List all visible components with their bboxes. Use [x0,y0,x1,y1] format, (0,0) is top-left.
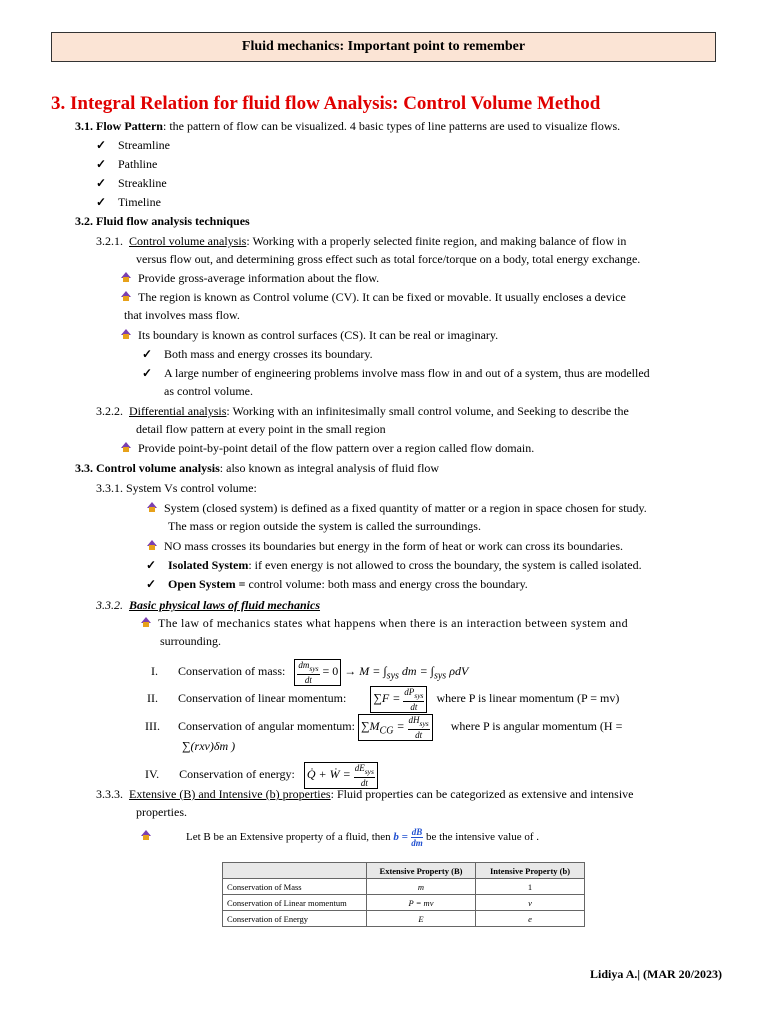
law-label: Conservation of energy: [179,767,295,782]
bullet-text: NO mass crosses its boundaries but energy in the form of heat or work can cross its boundaries. [164,539,624,553]
law-roman: II. [147,691,158,706]
check-icon: ✓ [96,138,107,152]
s31-item-text: Streakline [118,176,167,190]
bullet-b5-cont: The mass or region outside the system is called the surroundings. [168,519,481,533]
s331-line: 3.3.1. System Vs control volume: [96,481,257,495]
check-text: A large number of engineering problems involve mass flow in and out of a system, thus are modelled [164,366,650,380]
check-icon: ✓ [142,347,153,361]
check-icon: ✓ [96,195,107,209]
law1-tail: → $M = \int_{sys}$ dm = $\int_{sys}$ ρdV [344,664,469,682]
s333-line2: properties. [136,805,187,819]
properties-table [222,862,585,927]
arrow-bullet-icon [140,616,154,628]
header-banner [51,32,716,62]
s321-text: : Working with a properly selected finite region, and making balance of flow in [246,234,627,248]
header-title: Fluid mechanics: Important point to remember [241,39,526,54]
check-text: control volume: both mass and energy cross the boundary. [245,577,528,591]
law-roman: IV. [145,767,160,782]
bullet-text: Its boundary is known as control surfaces (CS). It can be real or imaginary. [138,328,499,342]
s33-label: Control volume analysis [96,461,220,475]
law3-formula-box: $\sum M_{CG}$ = $\frac{dH_{sys}}{dt}$ [358,714,433,741]
bullet-text-post: be the intensive value of . [425,831,539,844]
bullet-b3 [120,327,498,344]
check-label: Isolated System [168,558,249,572]
check-icon: ✓ [96,157,107,171]
arrow-bullet-icon [120,441,134,453]
s322-label: Differential analysis [129,404,227,418]
s321-line2: versus flow out, and determining gross effect such as total force/torque on a body, total energy exchange. [136,252,641,266]
s321-label: Control volume analysis [129,234,247,248]
law-3 [145,714,622,741]
table-cell: P = mv [367,895,476,911]
s32-heading: 3.2. Fluid flow analysis techniques [75,214,250,228]
bullet-b8 [140,827,539,848]
s333-num: 3.3.3. [96,787,123,801]
bullet-b4 [120,440,534,457]
check-c2-cont: as control volume. [164,384,253,398]
table-row [223,895,585,911]
table-row [223,879,585,895]
table-header [223,863,367,879]
s31-item [96,137,170,154]
s31-text: : the pattern of flow can be visualized. 4 basic types of line patterns are used to visualize flows. [162,119,621,133]
law1-formula-box: $\frac{dm_{sys}}{dt}$ = 0 [294,659,341,686]
table-header-row [223,863,585,879]
bullet-text: The law of mechanics states what happens when there is an interaction between system and [158,616,628,630]
law1-tail-text: → M = ∫ [344,664,387,679]
s31-num: 3.1. [75,119,93,133]
s332-label: Basic physical laws of fluid mechanics [129,598,321,612]
check-text: Both mass and energy crosses its boundary. [164,347,373,361]
law-roman: III. [145,719,160,734]
s333-text: : Fluid properties can be categorized as extensive and intensive [330,787,634,801]
arrow-bullet-icon [120,328,134,340]
bullet-text: The region is known as Control volume (CV). It can be fixed or movable. It usually encloses a device [138,290,626,304]
bullet-b2 [120,289,626,306]
table-row [223,911,585,927]
bullet-text: System (closed system) is defined as a fixed quantity of matter or a region in space chosen for study. [164,501,647,515]
arrow-bullet-icon [146,501,160,513]
s33-num: 3.3. [75,461,93,475]
s322-text: : Working with an infinitesimally small control volume, and Seeking to describe the [226,404,629,418]
s333-line [96,786,634,803]
bullet-b1 [120,270,379,287]
table-cell: Conservation of Energy [223,911,367,927]
bullet-b7 [140,615,628,632]
s322-line [96,403,629,420]
table-cell: Conservation of Linear momentum [223,895,367,911]
bullet-text: Provide gross-average information about the flow. [138,271,380,285]
law-label: Conservation of mass: [178,664,286,679]
table-cell: Conservation of Mass [223,879,367,895]
s333-label: Extensive (B) and Intensive (b) properties [129,787,331,801]
s322-line2: detail flow pattern at every point in the small region [136,422,386,436]
law4-formula-box: Q̇ + Ẇ = $\frac{dE_{sys}}{dt}$ [304,762,378,789]
section-title: 3. Integral Relation for fluid flow Analysis: Control Volume Method [51,93,601,114]
table-header: Intensive Property (b) [476,863,585,879]
bullet-b6 [146,538,623,555]
law-label: Conservation of angular momentum: [178,719,355,734]
law-2 [147,686,619,713]
s321-line [96,233,626,250]
table-cell: v [476,895,585,911]
s332-line [96,597,320,614]
check-c1 [142,346,373,363]
bullet-text: Let B be an Extensive property of a fluid, then [186,831,391,844]
check-text: : if even energy is not allowed to cross the boundary, the system is called isolated. [248,558,642,572]
bullet-b5 [146,500,647,517]
check-icon: ✓ [96,176,107,190]
bullet-b7-cont: surrounding. [160,634,221,648]
law-label: Conservation of linear momentum: [178,691,347,706]
table-cell: e [476,911,585,927]
table-cell: m [367,879,476,895]
bullet-b2-cont: that involves mass flow. [124,308,240,322]
check-icon: ✓ [146,577,157,591]
law3-tail: where P is angular momentum (H = [450,719,623,734]
s33-text: : also known as integral analysis of fluid flow [219,461,440,475]
arrow-bullet-icon [140,829,154,841]
s31-line [75,118,620,135]
check-c2 [142,365,650,382]
table-cell: 1 [476,879,585,895]
s31-label: Flow Pattern [96,119,163,133]
b-equals-dBdm: b = $\frac{dB}{dm}$ [393,827,423,848]
s31-item [96,175,167,192]
law-1 [151,659,468,686]
arrow-bullet-icon [146,539,160,551]
check-icon: ✓ [142,366,153,380]
check-icon: ✓ [146,558,157,572]
s31-item-text: Streamline [118,138,170,152]
check-c4 [146,576,528,593]
s31-item [96,194,161,211]
s33-line [75,460,439,477]
s322-num: 3.2.2. [96,404,123,418]
check-label: Open System = [168,577,246,591]
s31-item [96,156,157,173]
s321-num: 3.2.1. [96,234,123,248]
arrow-bullet-icon [120,290,134,302]
s31-item-text: Timeline [118,195,161,209]
s31-item-text: Pathline [118,157,158,171]
table-cell: E [367,911,476,927]
table-header: Extensive Property (B) [367,863,476,879]
law-4 [145,762,378,789]
check-c3 [146,557,642,574]
law2-formula-box: ∑F = $\frac{dP_{sys}}{dt}$ [370,686,427,713]
law2-tail: where P is linear momentum (P = mv) [436,691,620,706]
arrow-bullet-icon [120,271,134,283]
bullet-text: Provide point-by-point detail of the flow pattern over a region called flow domain. [138,441,535,455]
law3-tail2: ∑(rxv)δm ) [182,739,236,753]
s332-num: 3.3.2. [96,598,123,612]
law-roman: I. [151,664,158,679]
footer-author: Lidiya A.| (MAR 20/2023) [590,967,722,981]
